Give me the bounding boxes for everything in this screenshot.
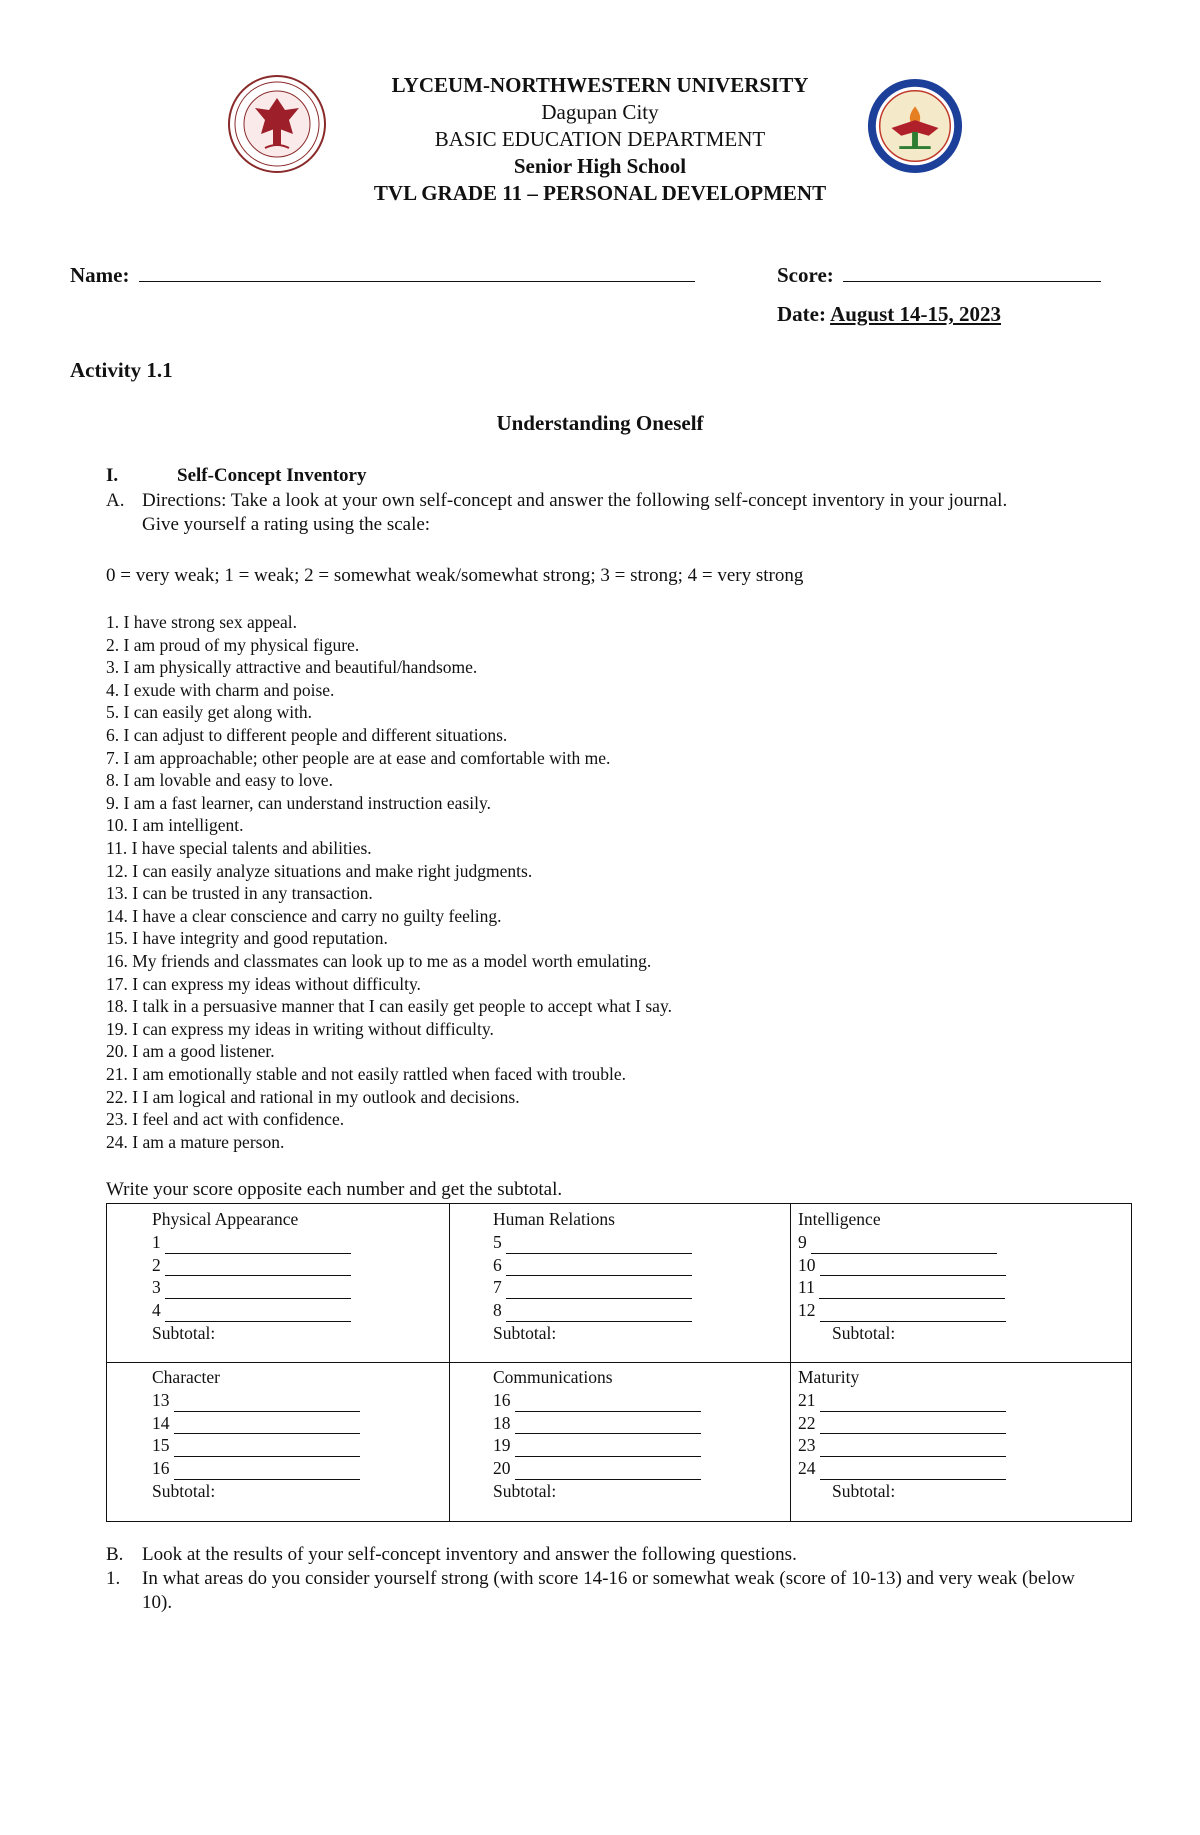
course-title: TVL GRADE 11 – PERSONAL DEVELOPMENT xyxy=(373,181,827,205)
inventory-item: 10. I am intelligent. xyxy=(106,815,244,836)
score-line xyxy=(798,1389,1006,1412)
rating-scale: 0 = very weak; 1 = weak; 2 = somewhat weak/somewhat strong; 3 = strong; 4 = very strong xyxy=(106,565,804,586)
item-number: 9 xyxy=(798,1231,807,1252)
inventory-item: 9. I am a fast learner, can understand instruction easily. xyxy=(106,792,491,813)
score-cell xyxy=(798,1366,1006,1503)
item-number: 19 xyxy=(493,1435,511,1456)
item-number: 14 xyxy=(152,1412,170,1433)
activity-label: Activity 1.1 xyxy=(70,358,173,382)
date-value: August 14-15, 2023 xyxy=(830,302,1002,326)
inventory-item: 15. I have integrity and good reputation. xyxy=(106,928,388,949)
score-blank[interactable] xyxy=(174,1416,360,1434)
subtotal-label: Subtotal: xyxy=(832,1480,896,1501)
score-instruction: Write your score opposite each number and get the subtotal. xyxy=(106,1179,563,1200)
name-label: Name: xyxy=(70,263,130,287)
question-1-line-2: 10). xyxy=(142,1592,173,1613)
item-number: 16 xyxy=(152,1458,170,1479)
city: Dagupan City xyxy=(541,100,659,124)
subtotal-label: Subtotal: xyxy=(152,1322,216,1343)
subtotal-label: Subtotal: xyxy=(152,1480,216,1501)
score-field xyxy=(777,263,1101,288)
score-line xyxy=(152,1457,360,1480)
department: BASIC EDUCATION DEPARTMENT xyxy=(434,127,766,151)
score-line xyxy=(798,1254,1006,1277)
score-blank[interactable] xyxy=(165,1281,351,1299)
inventory-item: 19. I can express my ideas in writing without difficulty. xyxy=(106,1018,494,1039)
score-line xyxy=(493,1254,692,1277)
item-number: 24 xyxy=(798,1458,816,1479)
subtotal-label: Subtotal: xyxy=(493,1480,557,1501)
score-blank[interactable] xyxy=(506,1304,692,1322)
question-1-line-1: In what areas do you consider yourself strong (with score 14-16 or somewhat weak (score of 10-13) and very weak (below xyxy=(142,1568,1075,1589)
score-line xyxy=(493,1412,701,1435)
question-1-number: 1. xyxy=(106,1568,121,1589)
score-cell-title: Communications xyxy=(493,1367,613,1387)
inventory-item: 22. I I am logical and rational in my outlook and decisions. xyxy=(106,1086,520,1107)
inventory-item: 1. I have strong sex appeal. xyxy=(106,612,297,632)
subtotal-label: Subtotal: xyxy=(832,1322,896,1343)
score-blank[interactable] xyxy=(515,1416,701,1434)
score-line xyxy=(798,1299,1006,1322)
score-blank[interactable] xyxy=(515,1439,701,1457)
item-number: 7 xyxy=(493,1277,502,1298)
score-blank[interactable] xyxy=(820,1258,1006,1276)
inventory-item: 8. I am lovable and easy to love. xyxy=(106,770,333,791)
score-line xyxy=(152,1254,351,1277)
inventory-item: 24. I am a mature person. xyxy=(106,1131,285,1152)
score-label: Score: xyxy=(777,263,834,287)
inventory-item: 16. My friends and classmates can look up to me as a model worth emulating. xyxy=(106,951,652,971)
directions-line-1: Directions: Take a look at your own self-concept and answer the following self-concept inventory in your journal. xyxy=(142,490,1008,511)
score-blank[interactable] xyxy=(820,1439,1006,1457)
score-blank[interactable] xyxy=(515,1394,701,1412)
score-line xyxy=(493,1276,692,1299)
score-blank[interactable] xyxy=(174,1439,360,1457)
inventory-item: 18. I talk in a persuasive manner that I can easily get people to accept what I say. xyxy=(106,996,672,1017)
item-number: 8 xyxy=(493,1300,502,1321)
score-line xyxy=(152,1299,351,1322)
item-number: 3 xyxy=(152,1277,161,1298)
section-b-text: Look at the results of your self-concept inventory and answer the following questions. xyxy=(142,1544,797,1565)
inventory-item: 20. I am a good listener. xyxy=(106,1041,275,1062)
score-line xyxy=(493,1434,701,1457)
score-table xyxy=(106,1203,1132,1522)
section-title: Self-Concept Inventory xyxy=(177,465,367,486)
inventory-item: 3. I am physically attractive and beautiful/handsome. xyxy=(106,657,478,678)
inventory-item: 23. I feel and act with confidence. xyxy=(106,1109,345,1130)
date-label: Date: xyxy=(777,302,826,326)
score-line xyxy=(798,1276,1006,1299)
item-number: 20 xyxy=(493,1458,511,1479)
score-line xyxy=(798,1412,1006,1435)
score-cell xyxy=(152,1208,351,1345)
score-blank[interactable] xyxy=(165,1304,351,1322)
inventory-item: 21. I am emotionally stable and not easily rattled when faced with trouble. xyxy=(106,1064,626,1084)
score-line xyxy=(493,1389,701,1412)
inventory-item: 12. I can easily analyze situations and make right judgments. xyxy=(106,860,533,881)
directions-line-2: Give yourself a rating using the scale: xyxy=(142,514,431,535)
item-number: 15 xyxy=(152,1435,170,1456)
inventory-item: 4. I exude with charm and poise. xyxy=(106,679,335,700)
inventory-item: 6. I can adjust to different people and different situations. xyxy=(106,725,508,745)
inventory-item: 7. I am approachable; other people are at ease and comfortable with me. xyxy=(106,747,611,768)
score-cell xyxy=(152,1366,360,1503)
item-number: 23 xyxy=(798,1435,816,1456)
item-number: 10 xyxy=(798,1254,816,1275)
inventory-item: 2. I am proud of my physical figure. xyxy=(106,634,360,655)
score-cell-title: Human Relations xyxy=(493,1209,615,1229)
score-line xyxy=(152,1276,351,1299)
subtotal-label: Subtotal: xyxy=(493,1322,557,1343)
score-cell-title: Maturity xyxy=(798,1367,860,1387)
score-cell-title: Character xyxy=(152,1367,221,1387)
score-blank[interactable] xyxy=(820,1416,1006,1434)
name-blank[interactable] xyxy=(139,281,695,282)
item-number: 11 xyxy=(798,1277,815,1298)
score-cell xyxy=(493,1366,701,1503)
score-line xyxy=(152,1412,360,1435)
item-number: 21 xyxy=(798,1389,816,1410)
score-blank[interactable] xyxy=(506,1236,692,1254)
item-number: 1 xyxy=(152,1231,161,1252)
score-line xyxy=(493,1299,692,1322)
university-name: LYCEUM-NORTHWESTERN UNIVERSITY xyxy=(391,73,809,97)
section-b-label: B. xyxy=(106,1544,124,1565)
section-number: I. xyxy=(106,465,119,486)
score-blank[interactable] xyxy=(165,1258,351,1276)
score-blank[interactable] xyxy=(165,1236,351,1254)
score-blank[interactable] xyxy=(820,1462,1006,1480)
item-number: 12 xyxy=(798,1300,816,1321)
activity-title: Understanding Oneself xyxy=(496,411,704,435)
score-line xyxy=(798,1231,1006,1254)
score-line xyxy=(493,1231,692,1254)
score-blank[interactable] xyxy=(843,281,1101,282)
item-number: 18 xyxy=(493,1412,511,1433)
item-number: 4 xyxy=(152,1300,161,1321)
score-cell xyxy=(798,1208,1006,1345)
score-blank[interactable] xyxy=(506,1281,692,1299)
item-number: 22 xyxy=(798,1412,816,1433)
score-line xyxy=(152,1434,360,1457)
score-cell-title: Physical Appearance xyxy=(152,1209,299,1229)
inventory-item: 13. I can be trusted in any transaction. xyxy=(106,883,373,904)
score-line xyxy=(798,1434,1006,1457)
score-blank[interactable] xyxy=(174,1394,360,1412)
score-line xyxy=(798,1457,1006,1480)
score-blank[interactable] xyxy=(174,1462,360,1480)
score-line xyxy=(493,1457,701,1480)
item-number: 5 xyxy=(493,1231,502,1252)
directions-label: A. xyxy=(106,490,125,511)
score-cell-title: Intelligence xyxy=(798,1209,881,1229)
item-number: 16 xyxy=(493,1389,511,1410)
score-blank[interactable] xyxy=(820,1304,1006,1322)
score-blank[interactable] xyxy=(515,1462,701,1480)
item-number: 13 xyxy=(152,1389,170,1410)
item-number: 6 xyxy=(493,1254,502,1275)
item-number: 2 xyxy=(152,1254,161,1275)
score-blank[interactable] xyxy=(820,1394,1006,1412)
score-blank[interactable] xyxy=(819,1281,1005,1299)
inventory-item: 11. I have special talents and abilities. xyxy=(106,838,372,858)
score-line xyxy=(152,1389,360,1412)
date-field xyxy=(777,302,1001,327)
school-level: Senior High School xyxy=(513,154,687,178)
score-line xyxy=(152,1231,351,1254)
inventory-item: 14. I have a clear conscience and carry no guilty feeling. xyxy=(106,905,502,926)
score-cell xyxy=(493,1208,692,1345)
name-field xyxy=(70,263,695,288)
score-blank[interactable] xyxy=(811,1236,997,1254)
inventory-item: 5. I can easily get along with. xyxy=(106,702,313,723)
inventory-item: 17. I can express my ideas without difficulty. xyxy=(106,973,421,994)
score-blank[interactable] xyxy=(506,1258,692,1276)
